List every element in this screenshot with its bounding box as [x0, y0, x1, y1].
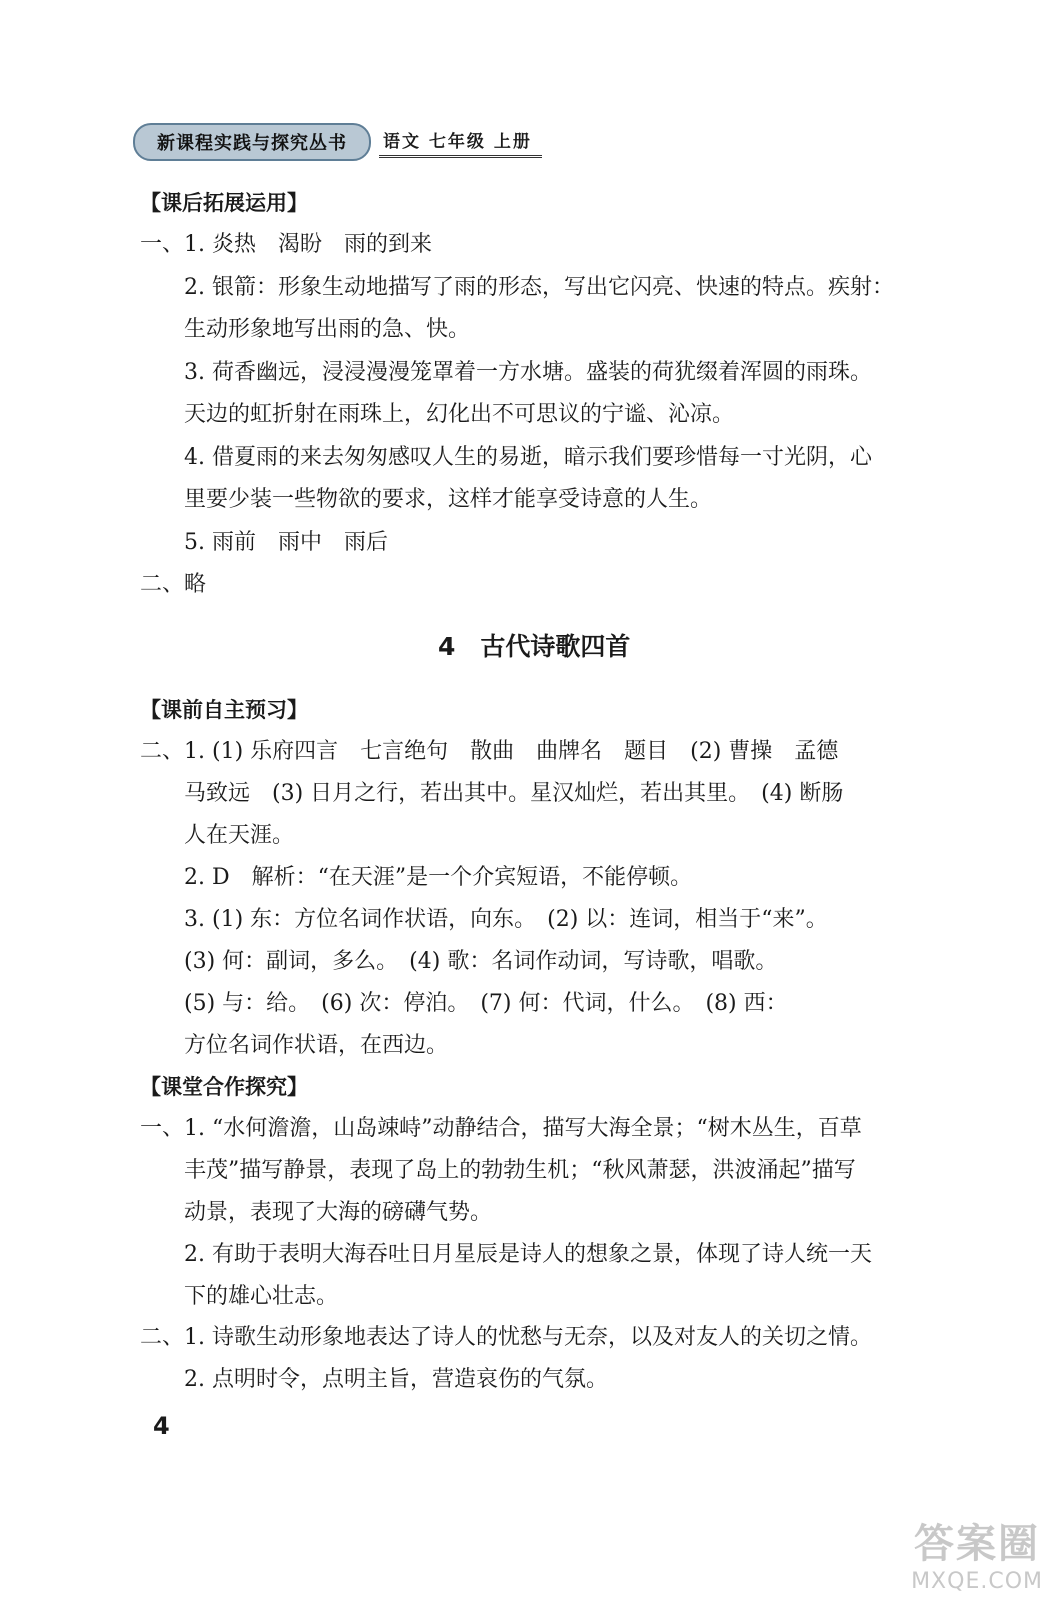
running-header: [133, 124, 542, 160]
answer-line: 天边的虹折射在雨珠上，幻化出不可思议的宁谧、沁凉。: [184, 402, 735, 427]
answer-line: 3. 荷香幽远，浸浸漫漫笼罩着一方水塘。盛装的荷犹缀着浑圆的雨珠。: [184, 360, 872, 385]
section-heading: 【课后拓展运用】: [140, 191, 308, 215]
section-heading: 【课堂合作探究】: [140, 1075, 308, 1099]
subject-grade-label: 语文 七年级 上册: [379, 127, 542, 158]
watermark-text: 答案圈: [914, 1521, 1041, 1567]
answer-line: 生动形象地写出雨的急、快。: [184, 317, 471, 342]
answer-line: 丰茂”描写静景，表现了岛上的勃勃生机；“秋风萧瑟，洪波涌起”描写: [184, 1158, 856, 1183]
answer-line: 4. 借夏雨的来去匆匆感叹人生的易逝，暗示我们要珍惜每一寸光阴，心: [184, 445, 872, 470]
answer-line: 二、1. (1) 乐府四言 七言绝句 散曲 曲牌名 题目 (2) 曹操 孟德: [140, 739, 839, 764]
answer-line: 3. (1) 东：方位名词作状语，向东。 (2) 以：连词，相当于“来”。: [184, 907, 828, 932]
answer-line: 2. 银箭：形象生动地描写了雨的形态，写出它闪亮、快速的特点。疾射：: [184, 275, 894, 300]
answer-line: 下的雄心壮志。: [184, 1284, 339, 1309]
watermark-url: MXQE.COM: [911, 1569, 1043, 1594]
answer-line: (3) 何：副词，多么。 (4) 歌：名词作动词，写诗歌，唱歌。: [184, 949, 778, 974]
answer-line: 动景，表现了大海的磅礴气势。: [184, 1200, 493, 1225]
answer-line: 方位名词作状语，在西边。: [184, 1033, 449, 1058]
answer-line: 一、1. 炎热 渴盼 雨的到来: [140, 232, 432, 257]
watermark-logo: [911, 1512, 1043, 1594]
answer-line: 二、1. 诗歌生动形象地表达了诗人的忧愁与无奈，以及对友人的关切之情。: [140, 1325, 872, 1350]
answer-line: 2. 点明时令，点明主旨，营造哀伤的气氛。: [184, 1367, 608, 1392]
answer-line: (5) 与：给。 (6) 次：停泊。 (7) 何：代词，什么。 (8) 西：: [184, 991, 788, 1016]
lesson-title: 4 古代诗歌四首: [438, 632, 631, 661]
page-number: 4: [153, 1412, 170, 1440]
answer-line: 2. 有助于表明大海吞吐日月星辰是诗人的想象之景，体现了诗人统一天: [184, 1242, 872, 1267]
answer-line: 一、1. “水何澹澹，山岛竦峙”动静结合，描写大海全景；“树木丛生，百草: [140, 1116, 862, 1141]
answer-line: 5. 雨前 雨中 雨后: [184, 530, 388, 555]
answer-line: 2. D 解析：“在天涯”是一个介宾短语，不能停顿。: [184, 865, 693, 890]
answer-line: 二、略: [140, 572, 207, 597]
section-heading: 【课前自主预习】: [140, 698, 308, 722]
answer-line: 人在天涯。: [184, 823, 295, 848]
answer-line: 里要少装一些物欲的要求，这样才能享受诗意的人生。: [184, 487, 713, 512]
series-title: 新课程实践与探究丛书: [133, 123, 371, 161]
answer-line: 马致远 (3) 日月之行，若出其中。星汉灿烂，若出其里。 (4) 断肠: [184, 781, 844, 806]
